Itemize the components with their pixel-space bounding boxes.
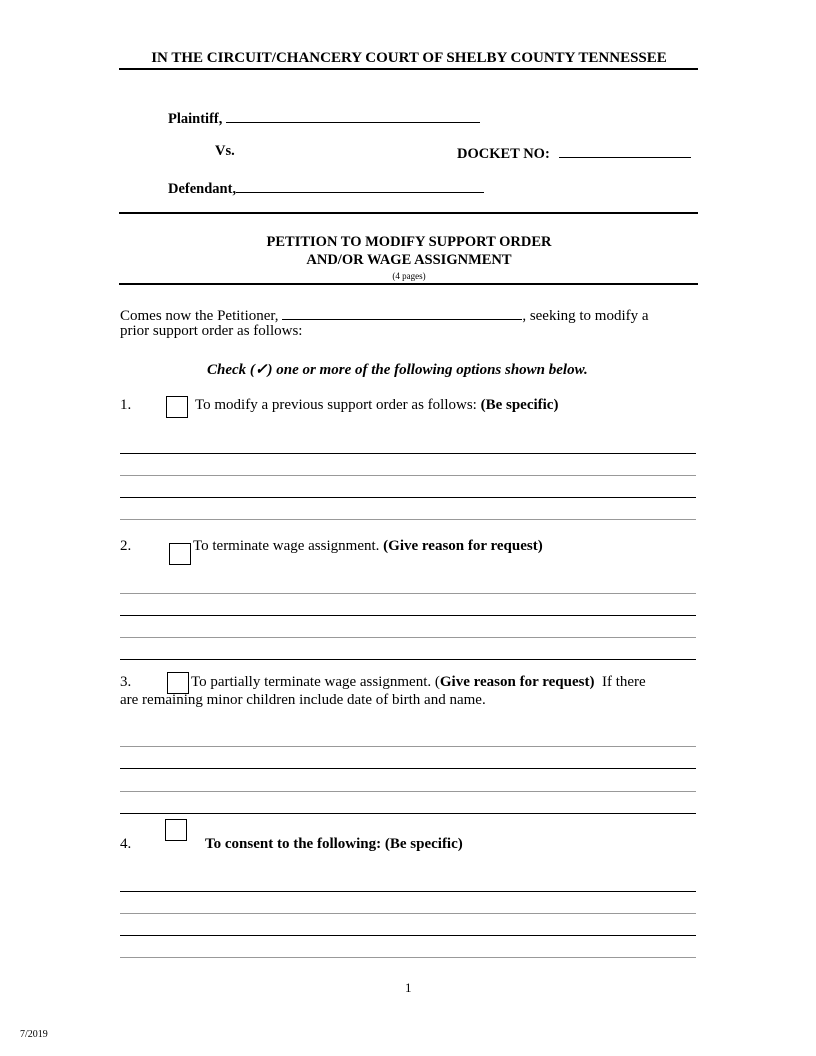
option-1-emphasis: (Be specific) — [480, 397, 559, 413]
option-3-line2-text: are remaining minor children include date of birth and name. — [120, 692, 486, 708]
docket-field[interactable] — [559, 143, 691, 158]
option-4-checkbox[interactable] — [165, 819, 187, 841]
vs-label: Vs. — [215, 143, 235, 159]
option-1-line[interactable] — [120, 475, 696, 476]
option-4-number: 4. — [120, 836, 132, 852]
pages-note: (4 pages) — [392, 271, 426, 281]
title-rule — [119, 283, 698, 285]
option-2-text — [193, 538, 543, 555]
option-2-line[interactable] — [120, 615, 696, 616]
header-rule — [119, 68, 698, 70]
page-number: 1 — [405, 980, 412, 995]
option-3-checkbox[interactable] — [167, 672, 189, 694]
plaintiff-field[interactable] — [226, 108, 480, 123]
instruction-text: Check (✓) one or more of the following options shown below. — [207, 362, 588, 378]
option-1-line[interactable] — [120, 497, 696, 498]
option-3-line[interactable] — [120, 768, 696, 769]
petitioner-field[interactable] — [282, 305, 522, 320]
plaintiff-label: Plaintiff, — [168, 111, 223, 127]
option-1-number: 1. — [120, 397, 132, 413]
petition-title-line1: PETITION TO MODIFY SUPPORT ORDER — [266, 234, 552, 250]
intro-line2: prior support order as follows: — [120, 323, 303, 339]
intro-line1 — [120, 305, 649, 325]
option-2-line[interactable] — [120, 659, 696, 660]
plaintiff-row — [168, 108, 480, 128]
caption-rule — [119, 212, 698, 214]
option-1-line[interactable] — [120, 519, 696, 520]
option-4-label: To consent to the following: (Be specific) — [205, 836, 463, 852]
option-3-label-tail: If there — [594, 674, 646, 690]
option-1-checkbox[interactable] — [166, 396, 188, 418]
defendant-row — [168, 178, 484, 198]
option-2-number: 2. — [120, 538, 132, 554]
option-4-line[interactable] — [120, 935, 696, 936]
defendant-field[interactable] — [236, 178, 484, 193]
option-1-line[interactable] — [120, 453, 696, 454]
option-3-line[interactable] — [120, 791, 696, 792]
intro-suffix: , seeking to modify a — [522, 308, 649, 324]
option-2-line[interactable] — [120, 637, 696, 638]
option-3-number: 3. — [120, 674, 132, 690]
revision-date: 7/2019 — [20, 1029, 48, 1040]
option-4-line[interactable] — [120, 891, 696, 892]
docket-row — [457, 143, 691, 163]
option-2-line[interactable] — [120, 593, 696, 594]
option-4-line[interactable] — [120, 957, 696, 958]
court-title: IN THE CIRCUIT/CHANCERY COURT OF SHELBY COUNTY TENNESSEE — [151, 50, 667, 66]
intro-prefix: Comes now the Petitioner, — [120, 308, 279, 324]
option-2-emphasis: (Give reason for request) — [383, 538, 543, 554]
docket-label: DOCKET NO: — [457, 146, 550, 162]
option-3-text — [191, 674, 646, 691]
petition-title-line2: AND/OR WAGE ASSIGNMENT — [306, 252, 512, 268]
option-3-emphasis: Give reason for request) — [439, 674, 595, 690]
option-3-label: To partially terminate wage assignment. ( — [191, 674, 440, 690]
option-2-checkbox[interactable] — [169, 543, 191, 565]
option-1-label: To modify a previous support order as follows: — [195, 397, 477, 413]
option-3-line[interactable] — [120, 813, 696, 814]
option-4-line[interactable] — [120, 913, 696, 914]
option-3-line[interactable] — [120, 746, 696, 747]
option-2-label: To terminate wage assignment. — [193, 538, 380, 554]
option-1-text — [195, 397, 558, 414]
defendant-label: Defendant, — [168, 181, 237, 197]
